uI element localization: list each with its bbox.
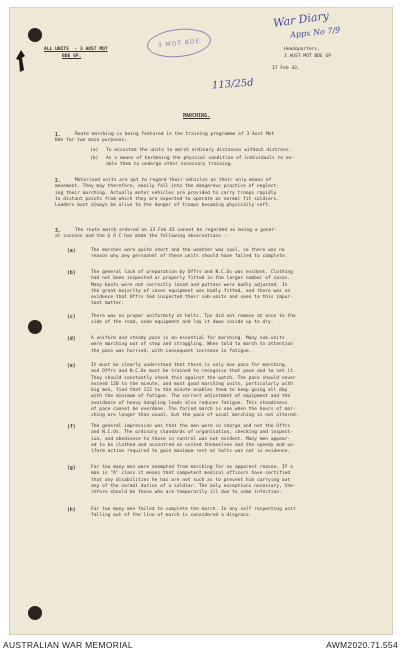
punch-hole-top bbox=[28, 28, 42, 42]
archive-footer bbox=[0, 638, 402, 653]
observation-label: (b) bbox=[67, 271, 76, 276]
observation-text: A uniform and steady pace is an essential for marching. Many sub-units were marching out of step and straggling. When told to march to attention the pace was hurried, with consequent increase in fatigue. bbox=[91, 336, 293, 354]
punch-hole-middle bbox=[28, 320, 42, 334]
handwritten-appendix-ref: Appx No 7/9 bbox=[289, 25, 341, 40]
document-date: 17 Feb 43. bbox=[272, 66, 300, 71]
observation-text: The general impression was that the men were in charge and not the Offrs and N.C.Os. The ordinary standards of organisation, checking and inspect- ion, and obedience to those in control was not evident. Many men appear- ed to be clothed and accoutred as suited themselves and the speedy and un- iform action required to gain maximum rest at halts was not in evidence. bbox=[91, 424, 296, 455]
observation-label: (a) bbox=[67, 249, 76, 254]
header-addressee: ALL UNITS - 3 AUST MOT bbox=[44, 47, 108, 52]
section-number: 1. bbox=[55, 133, 61, 138]
observation-label: (h) bbox=[67, 508, 76, 513]
footer-institution: AUSTRALIAN WAR MEMORIAL bbox=[3, 640, 133, 650]
item-text: To accustom the units to march ordinary distances without distress. bbox=[106, 148, 292, 153]
item-label: (a) bbox=[90, 148, 99, 153]
punch-hole-bottom bbox=[28, 606, 42, 620]
section-text: The route march ordered on 13 Feb 43 cannot be regarded as being a gener- al success and the G O C has made the following observations :- bbox=[55, 228, 277, 240]
observation-label: (c) bbox=[67, 315, 76, 320]
observation-label: (f) bbox=[67, 425, 76, 430]
document-title: MARCHING. bbox=[183, 113, 211, 119]
item-label: (b) bbox=[90, 156, 99, 161]
observation-text: The general lack of preparation by Offrs and N.C.Os was evident. Clothing had not been inspected or properly fitted in the larger number of cases. Many boots were not correctly laced and puttees were badly adjusted. In the great majority of cases equipment was badly fitted, and there was no evidence that Offrs had inspected their sub-units and seen to this impor- tant matter. bbox=[91, 270, 293, 307]
observation-text: There was no proper uniformity at halts. Tps did not remove at once to the side of the road, undo equipment and lay it down inside up to dry. bbox=[91, 314, 296, 326]
observation-label: (d) bbox=[67, 337, 76, 342]
observation-text: The marches were quite short and the weather was cool, so there was no reason why any personnel of these units should have failed to complete. bbox=[91, 248, 288, 260]
handwritten-war-diary: War Diary bbox=[272, 9, 330, 30]
footer-accession-number: AWM2020.71.554 bbox=[326, 640, 398, 650]
handwritten-file-number: 113/25d bbox=[211, 77, 254, 92]
observation-text: It must be clearly understood that there is only one pace for marching, and Offrs and N.C.Os must be trained to recognise that pace and to set it. They should constantly check this against the watch. The pace should never exceed 120 to the minute, and must good marching units, particularly with big men, find that 112 to the minute enables them to keep going all day with the minimum of fatigue. The correct adjustment of equipment and the avoidance of heavy dangling loads also reduces fatigue. This steadiness of pace cannot be overdone. The forced march is one when the hours of mar- ching are longer than usual, but the pace of usual marching is not altered. bbox=[91, 363, 299, 419]
header-hq: Headquarters, bbox=[284, 47, 320, 52]
unit-stamp: 3 MOT BDE bbox=[146, 26, 213, 61]
observation-text: Far too many men were exempted from marching for no apparent reason. If a man is "A" class it means that competent medical officers have certified that any disabilities he has are not such as to prevent him carrying out any of the normal duties of a soldier. The only exceptions necessary, the- refore should be those who are temporarily ill due to some infection. bbox=[91, 465, 296, 496]
section-number: 3. bbox=[55, 229, 61, 234]
item-text: As a means of hardening the physical condition of individuals to en- able them to undergo other necessary training. bbox=[106, 156, 295, 168]
observation-text: Far too many men failed to complete the march. In any self respecting unit falling out of the line of march is considered a disgrace. bbox=[91, 507, 296, 519]
observation-label: (e) bbox=[67, 364, 76, 369]
header-addressee-line2: BDE GP. bbox=[62, 54, 82, 59]
section-text: Route marching is being featured in the training programme of 3 Aust Mot Bde for two main purposes; bbox=[55, 132, 275, 144]
section-number: 2. bbox=[55, 179, 61, 184]
observation-label: (g) bbox=[67, 466, 76, 471]
header-hq-line2: 3 AUST MOT BDE GP bbox=[284, 54, 332, 59]
binder-pin-icon bbox=[15, 50, 27, 72]
section-text: Motorised units are apt to regard their vehicles as their only means of movement. They may therefore, easily fall into the dangerous practice of neglect- ing their marching. Actually motor vehicles are provided to carry troops rapidly to distant points from which they are expected to operate as normal fit soldiers. Leaders must always be alive to the danger of troops becoming physically soft. bbox=[55, 178, 280, 209]
